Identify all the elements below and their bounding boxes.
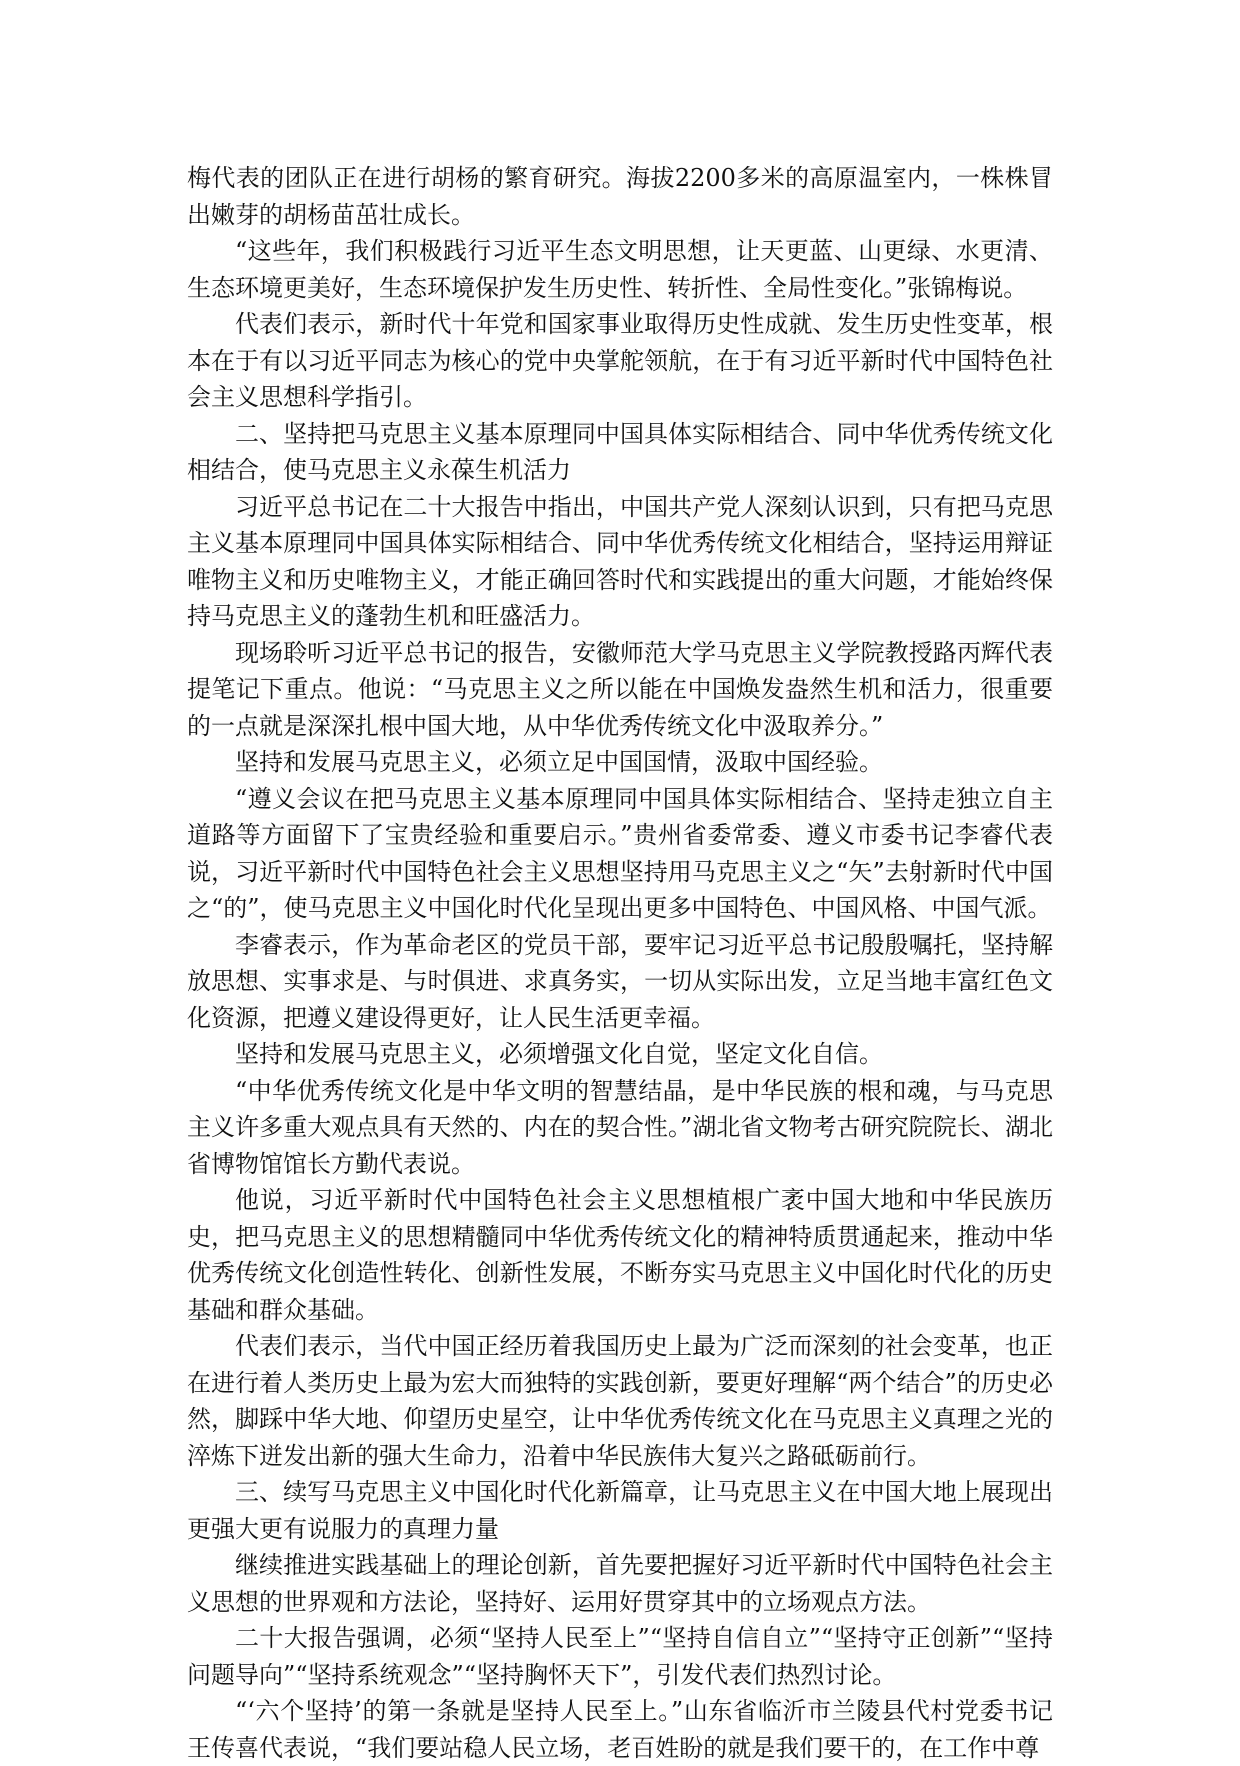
paragraph: 二十大报告强调，必须“坚持人民至上”“坚持自信自立”“坚持守正创新”“坚持问题导向”“坚持系统观念”“坚持胸怀天下”，引发代表们热烈讨论。 bbox=[187, 1624, 1053, 1689]
paragraph: 他说，习近平新时代中国特色社会主义思想植根广袤中国大地和中华民族历史，把马克思主义的思想精髓同中华优秀传统文化的精神特质贯通起来，推动中华优秀传统文化创造性转化、创新性发展，不断夯实马克思主义中国化时代化的历史基础和群众基础。 bbox=[187, 1186, 1053, 1324]
paragraph: 坚持和发展马克思主义，必须增强文化自觉，坚定文化自信。 bbox=[235, 1040, 883, 1068]
paragraph: 李睿表示，作为革命老区的党员干部，要牢记习近平总书记殷殷嘱托，坚持解放思想、实事求是、与时俱进、求真务实，一切从实际出发，立足当地丰富红色文化资源，把遵义建设得更好，让人民生活更幸福。 bbox=[187, 930, 1053, 1032]
paragraph: 继续推进实践基础上的理论创新，首先要把握好习近平新时代中国特色社会主义思想的世界观和方法论，坚持好、运用好贯穿其中的立场观点方法。 bbox=[187, 1551, 1053, 1616]
paragraph: 梅代表的团队正在进行胡杨的繁育研究。海拔2200多米的高原温室内，一株株冒出嫩芽的胡杨苗茁壮成长。 bbox=[187, 164, 1053, 229]
section-heading: 二、坚持把马克思主义基本原理同中国具体实际相结合、同中华优秀传统文化相结合，使马克思主义永葆生机活力 bbox=[187, 419, 1053, 484]
paragraph: 代表们表示，新时代十年党和国家事业取得历史性成就、发生历史性变革，根本在于有以习近平同志为核心的党中央掌舵领航，在于有习近平新时代中国特色社会主义思想科学指引。 bbox=[187, 310, 1053, 411]
paragraph: 坚持和发展马克思主义，必须立足中国国情，汲取中国经验。 bbox=[235, 748, 883, 776]
paragraph: “‘六个坚持’的第一条就是坚持人民至上。”山东省临沂市兰陵县代村党委书记王传喜代表说，“我们要站稳人民立场，老百姓盼的就是我们要干的，在工作中尊 bbox=[187, 1697, 1053, 1762]
section-heading: 三、续写马克思主义中国化时代化新篇章，让马克思主义在中国大地上展现出更强大更有说服力的真理力量 bbox=[187, 1478, 1053, 1543]
paragraph: “这些年，我们积极践行习近平生态文明思想，让天更蓝、山更绿、水更清、生态环境更美好，生态环境保护发生历史性、转折性、全局性变化。”张锦梅说。 bbox=[187, 237, 1053, 302]
article-body bbox=[187, 160, 1053, 1766]
paragraph: 习近平总书记在二十大报告中指出，中国共产党人深刻认识到，只有把马克思主义基本原理同中国具体实际相结合、同中华优秀传统文化相结合，坚持运用辩证唯物主义和历史唯物主义，才能正确回答时代和实践提出的重大问题，才能始终保持马克思主义的蓬勃生机和旺盛活力。 bbox=[187, 492, 1053, 630]
paragraph: “遵义会议在把马克思主义基本原理同中国具体实际相结合、坚持走独立自主道路等方面留下了宝贵经验和重要启示。”贵州省委常委、遵义市委书记李睿代表说，习近平新时代中国特色社会主义思想坚持用马克思主义之“矢”去射新时代中国之“的”，使马克思主义中国化时代化呈现出更多中国特色、中国风格、中国气派。 bbox=[187, 784, 1053, 922]
paragraph: “中华优秀传统文化是中华文明的智慧结晶，是中华民族的根和魂，与马克思主义许多重大观点具有天然的、内在的契合性。”湖北省文物考古研究院院长、湖北省博物馆馆长方勤代表说。 bbox=[187, 1076, 1053, 1178]
paragraph: 现场聆听习近平总书记的报告，安徽师范大学马克思主义学院教授路丙辉代表提笔记下重点。他说：“马克思主义之所以能在中国焕发盎然生机和活力，很重要的一点就是深深扎根中国大地，从中华优秀传统文化中汲取养分。” bbox=[187, 638, 1053, 740]
paragraph: 代表们表示，当代中国正经历着我国历史上最为广泛而深刻的社会变革，也正在进行着人类历史上最为宏大而独特的实践创新，要更好理解“两个结合”的历史必然，脚踩中华大地、仰望历史星空，让中华优秀传统文化在马克思主义真理之光的淬炼下迸发出新的强大生命力，沿着中华民族伟大复兴之路砥砺前行。 bbox=[187, 1332, 1053, 1470]
